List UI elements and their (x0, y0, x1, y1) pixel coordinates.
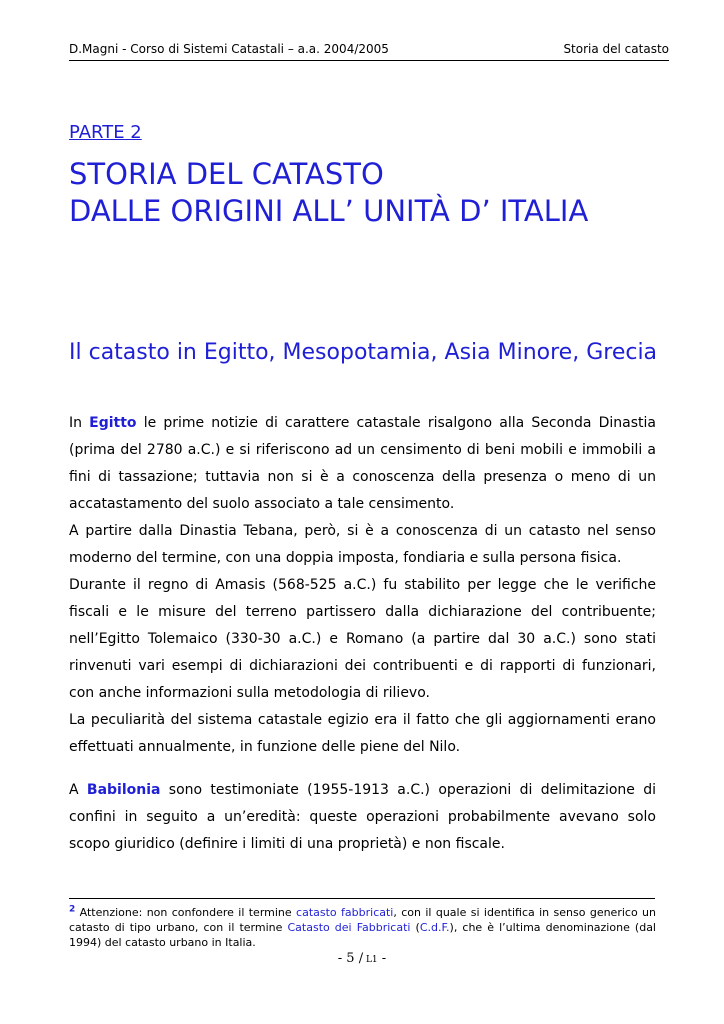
page-number-suffix: - (377, 951, 387, 966)
term-catasto-fabbricati: catasto fabbricati (296, 906, 394, 919)
babylon-paragraph (69, 777, 656, 858)
footnote (69, 905, 656, 950)
running-header (69, 40, 669, 61)
chapter-title-line-1: STORIA DEL CATASTO (69, 157, 384, 191)
text-run: le prime notizie di carattere catastale risalgono alla Seconda Dinastia (prima del 2780 a.C.) e si riferiscono ad un censimento di beni mobili e immobili a fini di tassazione; tuttavia non si è a conoscenza della presenza o meno di un accatastamento del suolo associato a tale censimento. (69, 415, 656, 512)
text-run: , con il quale si identifica in senso generico un catasto di tipo urbano, con il termine (69, 906, 656, 934)
egypt-paragraph-3: Durante il regno di Amasis (568-525 a.C.) fu stabilito per legge che le verifiche fiscali e le misure del terreno partissero dalla dichiarazione del contribuente; nell’Egitto Tolemaico (330-30 a.C.) e Romano (a partire dal 30 a.C.) sono stati rinvenuti vari esempi di dichiarazioni dei contribuenti e di rapporti di funzionari, con anche informazioni sulla metodologia di rilievo. (69, 577, 656, 701)
egypt-section (69, 410, 656, 761)
egypt-paragraph-2: A partire dalla Dinastia Tebana, però, si è a conoscenza di un catasto nel senso moderno del termine, con una doppia imposta, fondiaria e sulla persona fisica. (69, 523, 656, 566)
keyword-babilonia: Babilonia (86, 782, 161, 798)
header-topic: Storia del catasto (563, 42, 669, 56)
babylon-section (69, 777, 656, 858)
keyword-egitto: Egitto (89, 415, 137, 431)
part-label: PARTE 2 (69, 122, 142, 143)
footnote-number: 2 (69, 904, 76, 915)
page-section: L1 (363, 955, 378, 965)
egypt-paragraph-4: La peculiarità del sistema catastale egizio era il fatto che gli aggiornamenti erano effettuati annualmente, in funzione delle piene del Nilo. (69, 712, 656, 755)
text-run: ( (410, 921, 420, 934)
term-cdf: C.d.F. (419, 921, 450, 934)
header-course: D.Magni - Corso di Sistemi Catastali – a.a. 2004/2005 (69, 42, 389, 56)
text-run: sono testimoniate (1955-1913 a.C.) operazioni di delimitazione di confini in seguito a un’eredità: queste operazioni probabilmente avevano solo scopo giuridico (definire i limiti di una proprietà) e non fiscale. (69, 782, 656, 852)
text-run: A (69, 782, 87, 798)
text-run: In (69, 415, 90, 431)
section-title: Il catasto in Egitto, Mesopotamia, Asia Minore, Grecia (69, 340, 658, 365)
page-number (0, 951, 724, 966)
text-run: Attenzione: non confondere il termine (75, 906, 297, 919)
text-run: ), che è l’ultima denominazione (dal 1994) del catasto urbano in Italia. (69, 921, 656, 949)
egypt-paragraph-1 (69, 410, 656, 518)
chapter-title (69, 156, 588, 230)
term-catasto-dei-fabbricati: Catasto dei Fabbricati (287, 921, 411, 934)
chapter-title-line-2: DALLE ORIGINI ALL’ UNITÀ D’ ITALIA (69, 194, 589, 228)
footnote-separator (69, 898, 655, 899)
page-number-value: - 5 / (337, 951, 364, 966)
